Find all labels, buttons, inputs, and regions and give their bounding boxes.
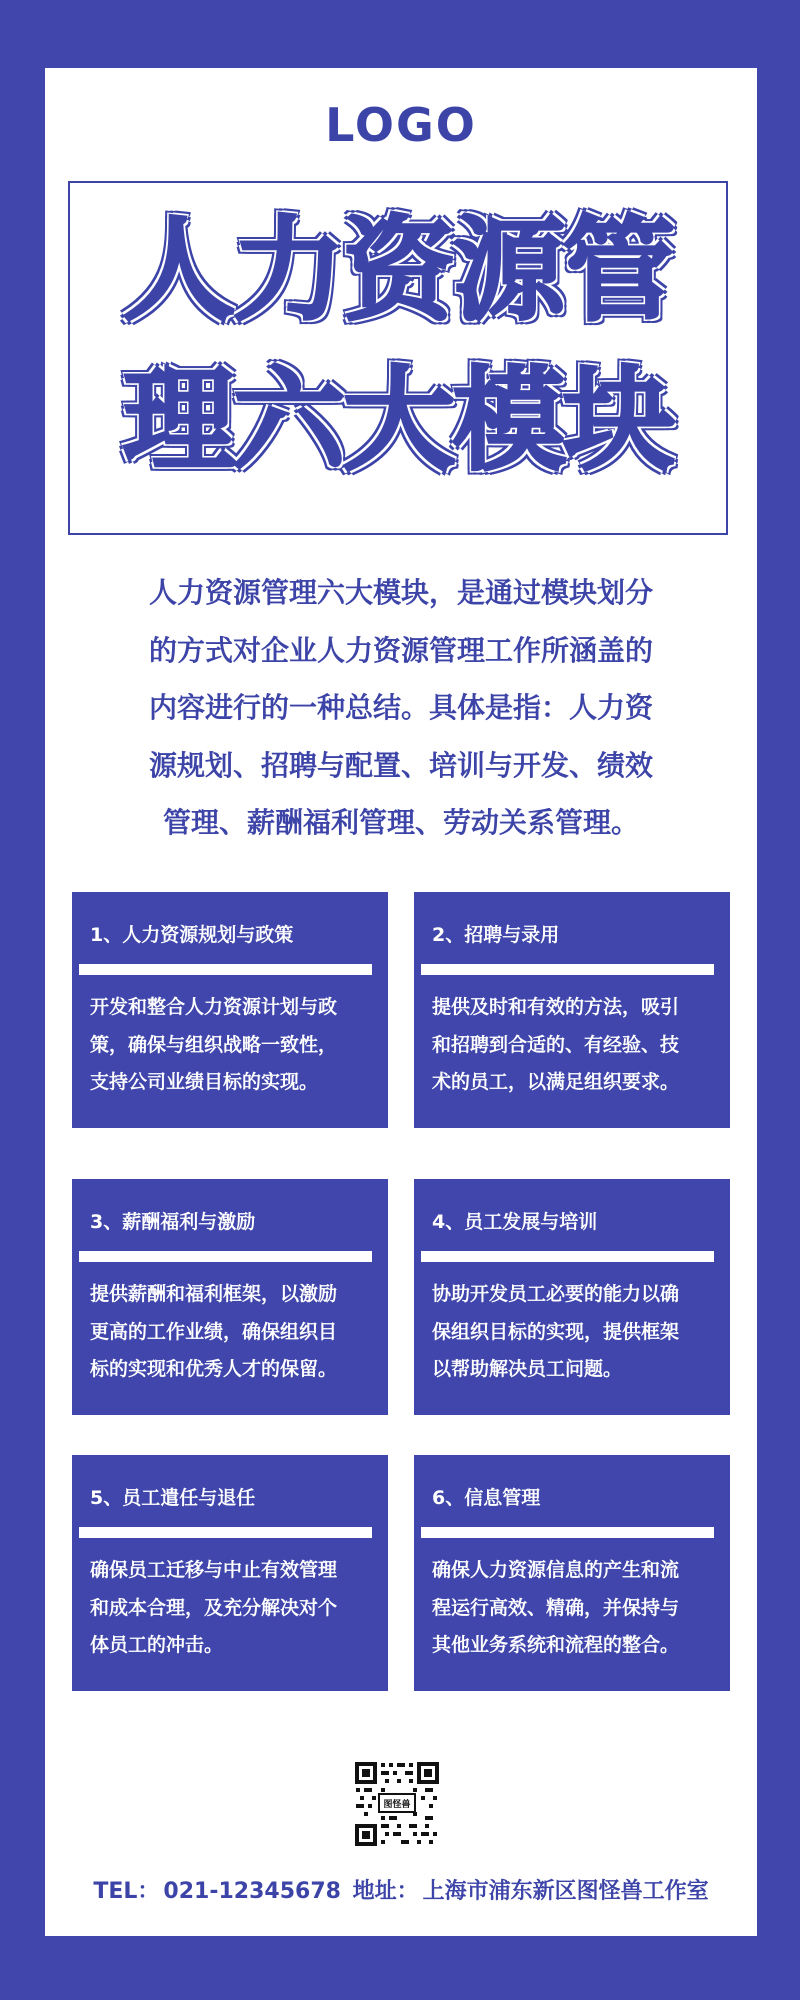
card-body-line: 程运行高效、精确，并保持与	[432, 1596, 680, 1619]
card-body	[432, 989, 722, 1102]
intro-line: 的方式对企业人力资源管理工作所涵盖的	[148, 633, 653, 667]
card-title: 1、人力资源规划与政策	[90, 924, 294, 946]
module-card-2	[414, 892, 730, 1128]
card-divider	[421, 1527, 714, 1538]
module-card-4	[414, 1179, 730, 1415]
card-body-line: 开发和整合人力资源计划与政	[90, 996, 338, 1018]
logo: LOGO	[325, 98, 477, 152]
qr-code[interactable]	[353, 1760, 441, 1848]
module-card-5	[72, 1455, 388, 1691]
intro-line: 管理、薪酬福利管理、劳动关系管理。	[162, 806, 639, 839]
card-body	[432, 1276, 722, 1389]
intro-line: 源规划、招聘与配置、培训与开发、绩效	[148, 748, 653, 782]
card-body-line: 策，确保与组织战略一致性，	[90, 1033, 338, 1056]
address-label: 地址：	[352, 1879, 419, 1904]
card-body-line: 提供薪酬和福利框架，以激励	[90, 1283, 338, 1305]
card-body-line: 体员工的冲击。	[90, 1634, 224, 1656]
card-body-line: 协助开发员工必要的能力以确	[432, 1283, 680, 1305]
card-divider	[79, 964, 372, 975]
card-body-line: 更高的工作业绩，确保组织目	[90, 1320, 338, 1343]
card-divider	[421, 1251, 714, 1262]
card-body-line: 确保人力资源信息的产生和流	[432, 1559, 680, 1581]
card-body-line: 以帮助解决员工问题。	[432, 1358, 623, 1380]
card-body-line: 保组织目标的实现，提供框架	[432, 1320, 680, 1343]
card-body	[90, 1276, 380, 1389]
card-body-line: 其他业务系统和流程的整合。	[432, 1634, 680, 1656]
title-frame	[68, 181, 728, 535]
module-card-6	[414, 1455, 730, 1691]
card-body-line: 和招聘到合适的、有经验、技	[432, 1033, 680, 1056]
card-body	[432, 1552, 722, 1665]
module-card-3	[72, 1179, 388, 1415]
card-divider	[79, 1251, 372, 1262]
card-title: 6、信息管理	[432, 1487, 541, 1509]
tel-label: TEL：	[93, 1879, 160, 1904]
address-value: 上海市浦东新区图怪兽工作室	[422, 1879, 709, 1904]
intro-line: 人力资源管理六大模块，是通过模块划分	[148, 576, 653, 609]
card-body-line: 确保员工迁移与中止有效管理	[90, 1559, 338, 1581]
card-divider	[79, 1527, 372, 1538]
card-divider	[421, 964, 714, 975]
card-body-line: 提供及时和有效的方法，吸引	[432, 996, 680, 1018]
poster-panel	[45, 68, 757, 1936]
intro-paragraph	[85, 564, 717, 852]
card-body-line: 标的实现和优秀人才的保留。	[90, 1358, 338, 1380]
card-body	[90, 989, 380, 1102]
card-body-line: 和成本合理，及充分解决对个	[90, 1596, 338, 1619]
title-line-2: 理六大模块	[123, 356, 673, 486]
card-title: 4、员工发展与培训	[432, 1211, 598, 1233]
contact-footer	[45, 1874, 757, 1905]
card-body	[90, 1552, 380, 1665]
intro-line: 内容进行的一种总结。具体是指：人力资	[148, 691, 653, 724]
card-body-line: 支持公司业绩目标的实现。	[90, 1071, 319, 1093]
qr-center-label: 图怪兽	[383, 1800, 411, 1810]
card-body-line: 术的员工，以满足组织要求。	[432, 1071, 680, 1093]
card-title: 3、薪酬福利与激励	[90, 1211, 256, 1233]
card-title: 5、员工遣任与退任	[90, 1487, 256, 1509]
card-title: 2、招聘与录用	[432, 924, 560, 946]
title-line-1: 人力资源管	[123, 206, 673, 336]
tel-value[interactable]: 021-12345678	[163, 1879, 341, 1904]
module-card-1	[72, 892, 388, 1128]
